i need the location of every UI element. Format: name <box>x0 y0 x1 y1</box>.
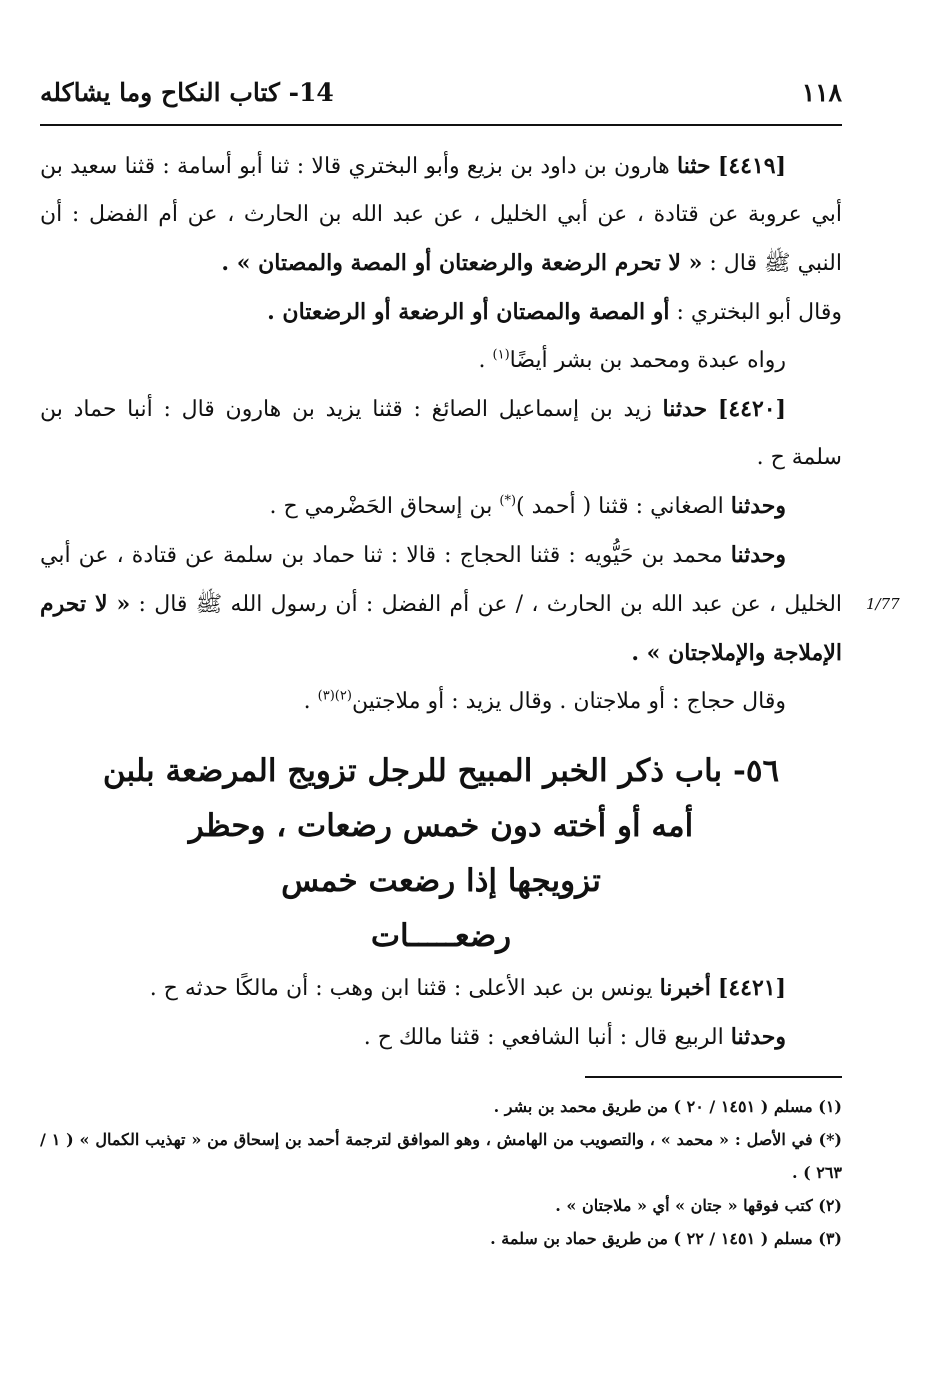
book-title: 14- كتاب النكاح وما يشاكله <box>40 77 334 107</box>
isnad-text: الربيع قال : أنبا الشافعي : قثنا مالك ح . <box>363 1025 724 1050</box>
isnad-text: الصغاني : قثنا ( أحمد ) <box>516 494 724 519</box>
footnote-rule <box>585 1076 842 1078</box>
narration-verb: وحدثنا <box>730 542 786 568</box>
manuscript-folio-note: 1/77 <box>866 595 900 613</box>
main-text-continued <box>40 964 842 1062</box>
variant-prefix: وقال أبو البختري : <box>676 300 842 325</box>
page-number: ١١٨ <box>801 77 842 107</box>
chapter-heading <box>60 744 822 964</box>
narration-verb: أخبرنا <box>659 975 711 1001</box>
footnote-star: (*) في الأصل : « محمد » ، والتصويب من الهامش ، وهو الموافق لترجمة أحمد بن إسحاق من « تهذيب الكمال » ( ١ / ٢٦٣ ) . <box>40 1130 843 1182</box>
footnote-ref: (١) <box>492 347 510 363</box>
isnad-text: محمد بن حَيُّويه : قثنا الحجاج : قالا : ثنا حماد بن سلمة عن قتادة ، عن أبي الخليل ، عن عبد الله بن الحارث ، / عن أم الفضل : أن رسول الله ﷺ قال : <box>40 543 843 617</box>
riwaya-text: رواه عبدة ومحمد بن بشر أيضًا <box>509 348 786 373</box>
narration-verb: حدثنا <box>662 396 708 422</box>
hadith-number: [٤٤١٩] <box>717 153 786 179</box>
isnad-line-2 <box>40 482 842 531</box>
footnote-ref: (٢)(٣) <box>317 688 352 704</box>
hadith-4421 <box>40 964 842 1013</box>
riwaya-end: . <box>478 348 493 373</box>
variant-text: وقال حجاج : أو ملاجتان . وقال يزيد : أو ملاجتين <box>351 689 786 714</box>
variant-wording: أو المصة والمصتان أو الرضعة أو الرضعتان . <box>267 299 670 325</box>
riwaya-line <box>40 337 842 385</box>
header-rule <box>40 124 842 126</box>
chapter-line-1: ٥٦- باب ذكر الخبر المبيح للرجل تزويج المرضعة بلبن <box>102 753 780 789</box>
footnote-2: (٢) كتب فوقها « جتان » أي « ملاجتان » . <box>555 1196 842 1215</box>
isnad-line-3 <box>40 531 842 678</box>
hadith-number: [٤٤٢١] <box>717 975 786 1001</box>
chapter-line-4: رضعـــــات <box>370 918 512 954</box>
hadith-number: [٤٤٢٠] <box>717 396 786 422</box>
footnotes <box>40 1090 842 1255</box>
matn-quote: « لا تحرم الرضعة والرضعتان أو المصة والمصتان » . <box>221 250 703 276</box>
matn-quote: « لا تحرم الإملاجة والإملاجتان » . <box>40 591 842 666</box>
hadith-4419 <box>40 142 842 288</box>
isnad-line-2 <box>40 1013 842 1062</box>
narration-verb: وحدثنا <box>730 493 786 519</box>
isnad-text-end: بن إسحاق الحَضْرمي ح . <box>269 494 500 519</box>
narration-verb: وحدثنا <box>730 1024 786 1050</box>
footnote-ref: (*) <box>499 493 517 509</box>
chapter-line-2: أمه أو أخته دون خمس رضعات ، وحظر <box>188 808 694 844</box>
isnad-text: هارون بن داود بن بزيع وأبو البختري قالا : ثنا أبو أسامة : قثنا سعيد بن أبي عروبة عن قتادة ، عن أبي الخليل ، عن عبد الله بن الحارث ، عن أم الفضل : أن النبي ﷺ قال : <box>40 154 842 276</box>
variant-end: . <box>303 689 318 714</box>
footnote-3: (٣) مسلم ( ١٤٥١ / ٢٢ ) من طريق حماد بن سلمة . <box>490 1229 842 1248</box>
hadith-4420 <box>40 385 842 482</box>
isnad-text: يونس بن عبد الأعلى : قثنا ابن وهب : أن مالكًا حدثه ح . <box>149 976 653 1001</box>
footnote-1: (١) مسلم ( ١٤٥١ / ٢٠ ) من طريق محمد بن بشر . <box>493 1097 842 1116</box>
running-header <box>40 72 842 112</box>
chapter-line-3: تزويجها إذا رضعت خمس <box>281 863 601 899</box>
narration-verb: حثنا <box>677 153 711 179</box>
variant-line <box>40 288 842 337</box>
main-text <box>40 142 842 726</box>
isnad-text: زيد بن إسماعيل الصائغ : قثنا يزيد بن هارون قال : أنبا حماد بن سلمة ح . <box>40 397 842 470</box>
variant-line <box>40 678 842 726</box>
